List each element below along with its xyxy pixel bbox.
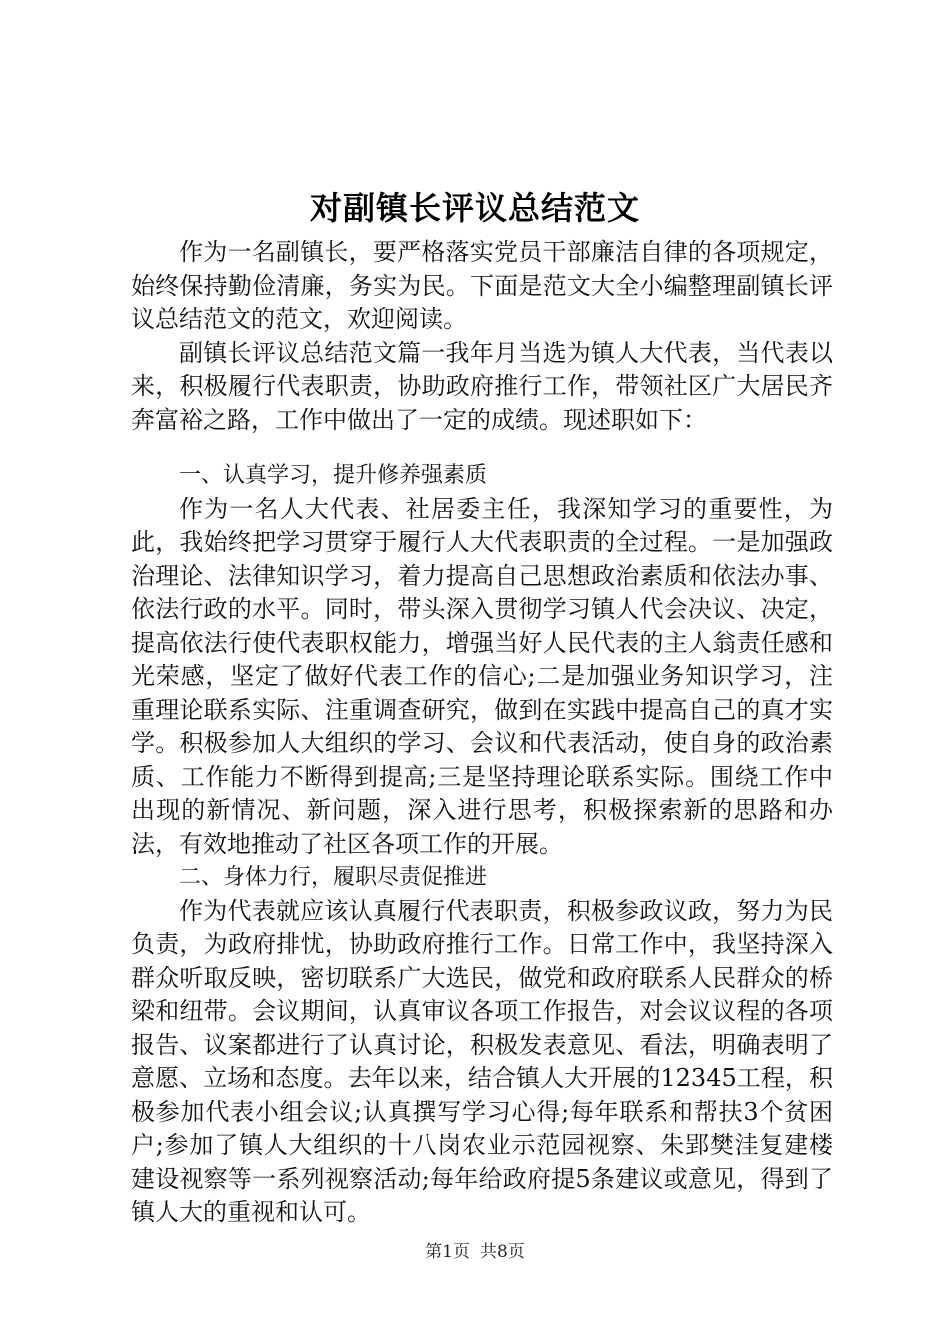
page-footer <box>0 1240 950 1264</box>
section-paragraph-1: 作为一名人大代表、社居委主任，我深知学习的重要性，为此，我始终把学习贯穿于履行人大代表职责的全过程。一是加强政治理论、法律知识学习，着力提高自己思想政治素质和依法办事、依法行政的水平。同时，带头深入贯彻学习镇人代会决议、决定，提高依法行使代表职权能力，增强当好人民代表的主人翁责任感和光荣感，坚定了做好代表工作的信心;二是加强业务知识学习，注重理论联系实际、注重调查研究，做到在实践中提高自己的真才实学。积极参加人大组织的学习、会议和代表活动，使自身的政治素质、工作能力不断得到提高;三是坚持理论联系实际。围绕工作中出现的新情况、新问题，深入进行思考，积极探索新的思路和办法，有效地推动了社区各项工作的开展。 <box>131 494 833 858</box>
section-heading-1: 一、认真学习，提升修养强素质 <box>179 463 488 488</box>
opening-paragraph: 副镇长评议总结范文篇一我年月当选为镇人大代表，当代表以来，积极履行代表职责，协助政府推行工作，带领社区广大居民齐奔富裕之路，工作中做出了一定的成绩。现述职如下： <box>131 338 833 434</box>
document-body <box>131 236 833 1230</box>
section-paragraph-2: 作为代表就应该认真履行代表职责，积极参政议政，努力为民负责，为政府排忧，协助政府推行工作。日常工作中，我坚持深入群众听取反映，密切联系广大选民，做党和政府联系人民群众的桥梁和纽带。会议期间，认真审议各项工作报告，对会议议程的各项报告、议案都进行了认真讨论，积极发表意见、看法，明确表明了意愿、立场和态度。去年以来，结合镇人大开展的12345工程，积极参加代表小组会议;认真撰写学习心得;每年联系和帮扶3个贫困户;参加了镇人大组织的十八岗农业示范园视察、朱郢樊洼复建楼建设视察等一系列视察活动;每年给政府提5条建议或意见，得到了镇人大的重视和认可。 <box>131 896 833 1226</box>
page-number: 第1页 <box>425 1242 470 1262</box>
intro-paragraph: 作为一名副镇长，要严格落实党员干部廉洁自律的各项规定，始终保持勤俭清廉，务实为民。下面是范文大全小编整理副镇长评议总结范文的范文，欢迎阅读。 <box>131 238 833 333</box>
document-title: 对副镇长评议总结范文 <box>309 189 640 227</box>
section-heading-2: 二、身体力行，履职尽责促推进 <box>179 865 488 890</box>
page-total: 共8页 <box>480 1242 525 1262</box>
